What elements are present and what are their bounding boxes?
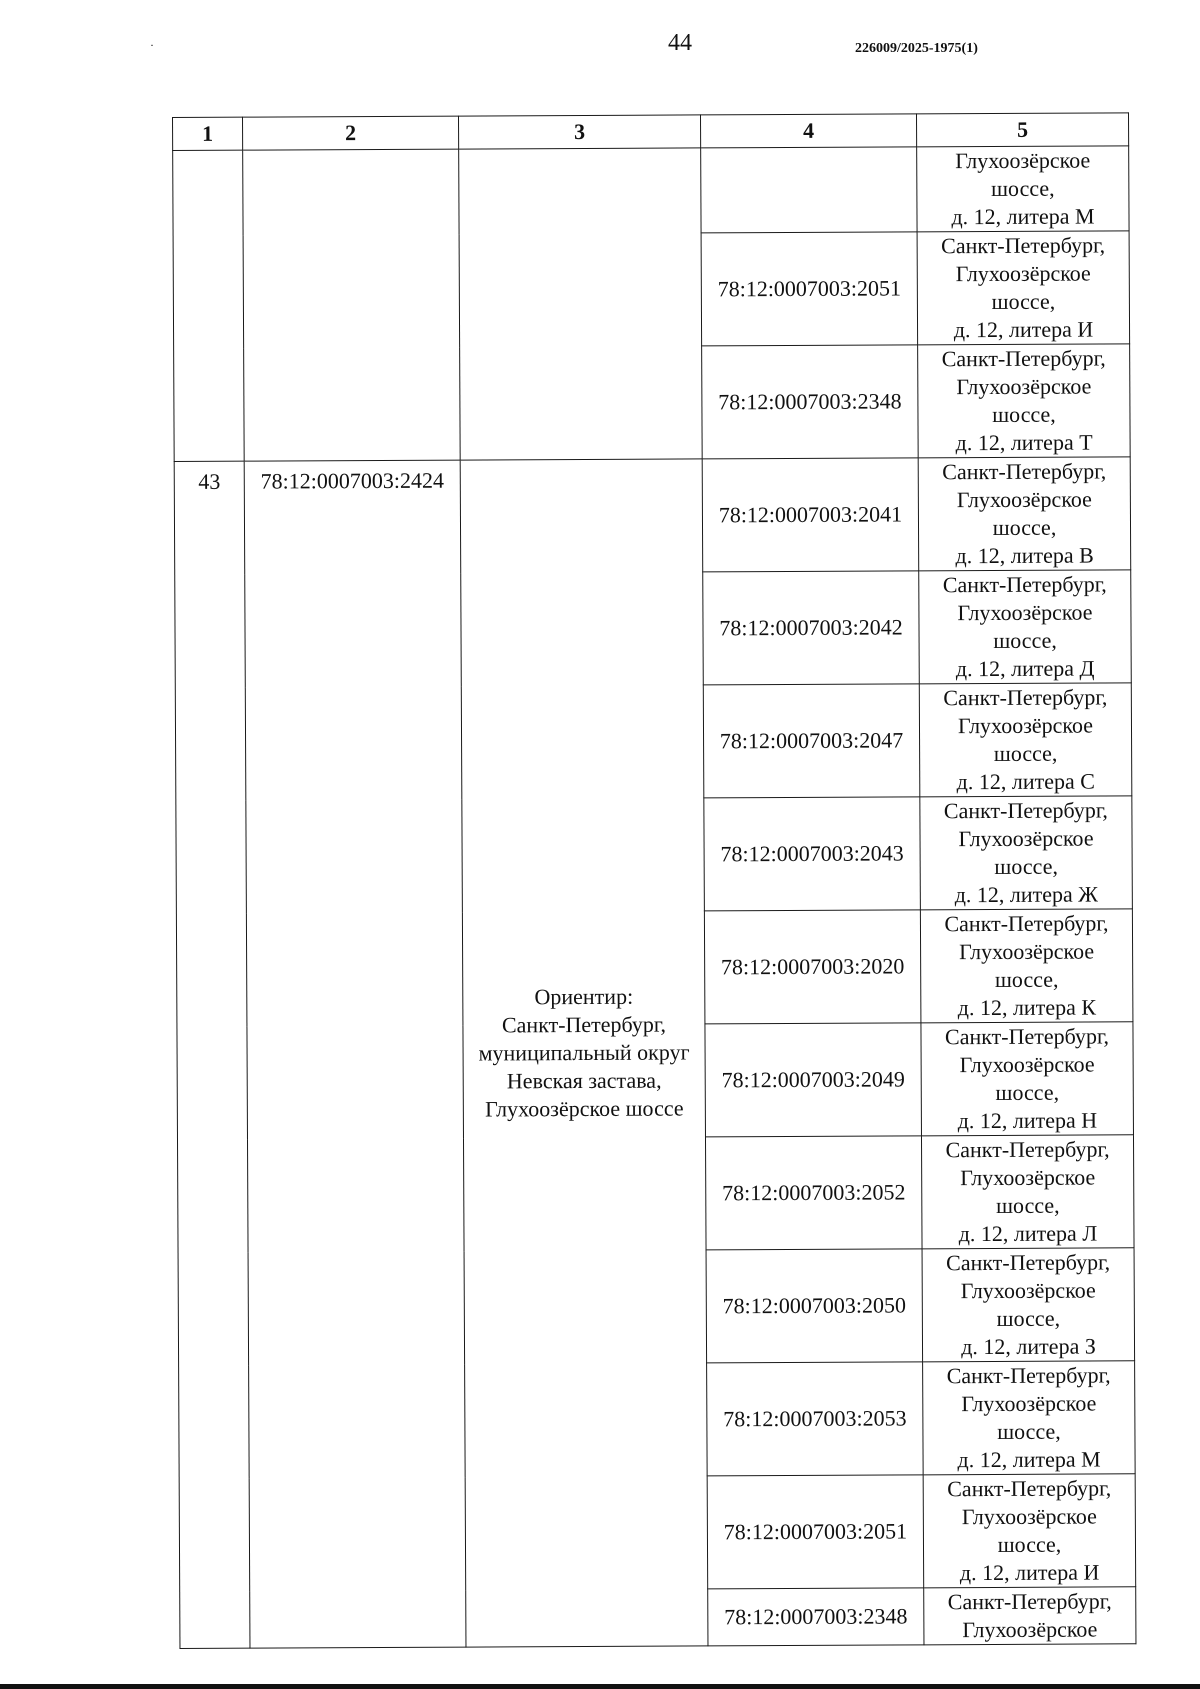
address-line: Санкт-Петербург, bbox=[945, 1136, 1110, 1163]
address-cell bbox=[924, 1587, 1136, 1645]
address-line: шоссе, bbox=[997, 1418, 1061, 1444]
address-cell bbox=[921, 1022, 1134, 1136]
address-line: шоссе, bbox=[992, 514, 1057, 540]
cadastral-cell: 78:12:0007003:2041 bbox=[702, 458, 919, 572]
address-line: шоссе, bbox=[994, 853, 1059, 879]
address-cell bbox=[921, 1135, 1134, 1249]
cadastral-cell: 78:12:0007003:2020 bbox=[704, 910, 921, 1024]
parcel-cell bbox=[243, 149, 461, 461]
address-line: Глухоозёрское bbox=[956, 373, 1092, 400]
address-line: Санкт-Петербург, bbox=[941, 232, 1106, 259]
address-line: д. 12, литера И bbox=[959, 1559, 1100, 1586]
landmark-cell bbox=[459, 148, 703, 460]
cadastral-cell bbox=[701, 147, 917, 233]
table-header bbox=[173, 113, 1129, 151]
address-line: Глухоозёрское bbox=[959, 1051, 1095, 1078]
page-number: 44 bbox=[668, 30, 692, 56]
header-row bbox=[173, 113, 1129, 151]
landmark-line: Санкт-Петербург, bbox=[501, 1011, 666, 1038]
address-line: шоссе, bbox=[995, 1079, 1060, 1105]
address-line: Санкт-Петербург, bbox=[944, 1023, 1110, 1050]
address-line: шоссе, bbox=[992, 401, 1056, 427]
address-line: д. 12, литера И bbox=[953, 316, 1094, 343]
landmark-line: Глухоозёрское шоссе bbox=[484, 1095, 684, 1122]
address-line: д. 12, литера С bbox=[956, 768, 1095, 795]
landmark-line: муниципальный округ bbox=[478, 1039, 690, 1066]
cadastral-cell: 78:12:0007003:2049 bbox=[705, 1023, 922, 1137]
address-line: д. 12, литера Н bbox=[957, 1107, 1098, 1134]
address-line: шоссе, bbox=[991, 288, 1056, 314]
address-cell bbox=[922, 1248, 1135, 1362]
cadastral-cell: 78:12:0007003:2042 bbox=[703, 571, 920, 685]
address-line: д. 12, литера К bbox=[957, 994, 1097, 1021]
address-line: Глухоозёрское bbox=[961, 1390, 1097, 1417]
address-cell bbox=[923, 1361, 1136, 1475]
address-line: д. 12, литера Ж bbox=[954, 881, 1099, 908]
cadastral-cell: 78:12:0007003:2052 bbox=[705, 1136, 922, 1250]
document-reference: 226009/2025-1975(1) bbox=[855, 41, 978, 56]
cadastral-cell: 78:12:0007003:2050 bbox=[706, 1249, 923, 1363]
landmark-line: Невская застава, bbox=[506, 1067, 662, 1094]
address-line: Санкт-Петербург, bbox=[942, 571, 1107, 598]
address-line: шоссе, bbox=[993, 627, 1057, 653]
address-line: Санкт-Петербург, bbox=[947, 1475, 1112, 1502]
cadastral-cell: 78:12:0007003:2348 bbox=[702, 345, 919, 459]
address-cell bbox=[920, 796, 1133, 910]
table-row bbox=[174, 457, 1131, 575]
cadastral-cell: 78:12:0007003:2051 bbox=[701, 232, 918, 346]
address-line: Глухоозёрское bbox=[960, 1277, 1096, 1304]
table-row bbox=[173, 146, 1129, 236]
address-line: Глухоозёрское bbox=[956, 486, 1092, 513]
column-header-4: 4 bbox=[700, 114, 916, 148]
address-cell bbox=[923, 1474, 1136, 1588]
address-cell bbox=[917, 146, 1129, 232]
address-cell bbox=[918, 457, 1131, 571]
address-line: д. 12, литера Л bbox=[958, 1220, 1098, 1247]
cadastral-cell: 78:12:0007003:2053 bbox=[707, 1362, 924, 1476]
address-line: д. 12, литера В bbox=[955, 542, 1094, 569]
address-line: д. 12, литера Т bbox=[955, 429, 1093, 456]
address-line: Санкт-Петербург, bbox=[943, 797, 1108, 824]
address-line: Санкт-Петербург, bbox=[941, 345, 1106, 372]
address-line: шоссе, bbox=[997, 1531, 1062, 1557]
table-body bbox=[173, 146, 1136, 1649]
scan-dot: · bbox=[150, 38, 154, 52]
address-line: шоссе, bbox=[995, 1192, 1060, 1218]
address-line: д. 12, литера Д bbox=[955, 655, 1095, 682]
address-line: Глухоозёрское bbox=[959, 938, 1095, 965]
column-header-3: 3 bbox=[458, 115, 700, 149]
address-cell bbox=[919, 570, 1132, 684]
landmark-line: Ориентир: bbox=[534, 983, 634, 1010]
address-cell bbox=[918, 344, 1131, 458]
address-cell bbox=[917, 231, 1130, 345]
address-line: шоссе, bbox=[994, 966, 1059, 992]
scan-bottom-edge bbox=[0, 1684, 1200, 1689]
address-line: Санкт-Петербург, bbox=[946, 1249, 1111, 1276]
item-number-cell: 43 bbox=[174, 461, 250, 1648]
landmark-cell bbox=[460, 459, 708, 1647]
address-line: д. 12, литера М bbox=[951, 203, 1095, 230]
cadastral-cell: 78:12:0007003:2043 bbox=[704, 797, 921, 911]
address-line: Глухоозёрское bbox=[962, 1616, 1098, 1643]
address-line: Глухоозёрское bbox=[960, 1164, 1096, 1191]
address-line: шоссе, bbox=[996, 1305, 1061, 1331]
address-line: д. 12, литера М bbox=[957, 1446, 1101, 1473]
cadastral-cell: 78:12:0007003:2051 bbox=[707, 1475, 924, 1589]
address-line: Санкт-Петербург, bbox=[944, 910, 1109, 937]
address-line: д. 12, литера З bbox=[961, 1333, 1096, 1360]
cadastral-cell: 78:12:0007003:2047 bbox=[703, 684, 920, 798]
address-line: Глухоозёрское bbox=[955, 147, 1091, 174]
address-cell bbox=[919, 683, 1132, 797]
address-line: Глухоозёрское bbox=[957, 599, 1093, 626]
address-cell bbox=[920, 909, 1133, 1023]
number-cell bbox=[173, 150, 245, 461]
address-line: Глухоозёрское bbox=[955, 260, 1091, 287]
address-line: Санкт-Петербург, bbox=[947, 1588, 1112, 1615]
address-line: Глухоозёрское bbox=[957, 712, 1094, 739]
address-line: Глухоозёрское bbox=[958, 825, 1094, 852]
address-line: шоссе, bbox=[993, 740, 1058, 766]
column-header-5: 5 bbox=[916, 113, 1128, 147]
parcel-cadastral-cell: 78:12:0007003:2424 bbox=[244, 460, 466, 1648]
address-line: Глухоозёрское bbox=[961, 1503, 1097, 1530]
cadastral-cell: 78:12:0007003:2348 bbox=[708, 1588, 924, 1646]
column-header-1: 1 bbox=[173, 117, 243, 150]
address-line: Санкт-Петербург, bbox=[942, 458, 1107, 485]
address-line: Санкт-Петербург, bbox=[946, 1362, 1111, 1389]
address-line: шоссе, bbox=[991, 175, 1055, 201]
address-line: Санкт-Петербург, bbox=[943, 684, 1108, 711]
registry-table bbox=[172, 112, 1136, 1649]
column-header-2: 2 bbox=[243, 116, 459, 150]
